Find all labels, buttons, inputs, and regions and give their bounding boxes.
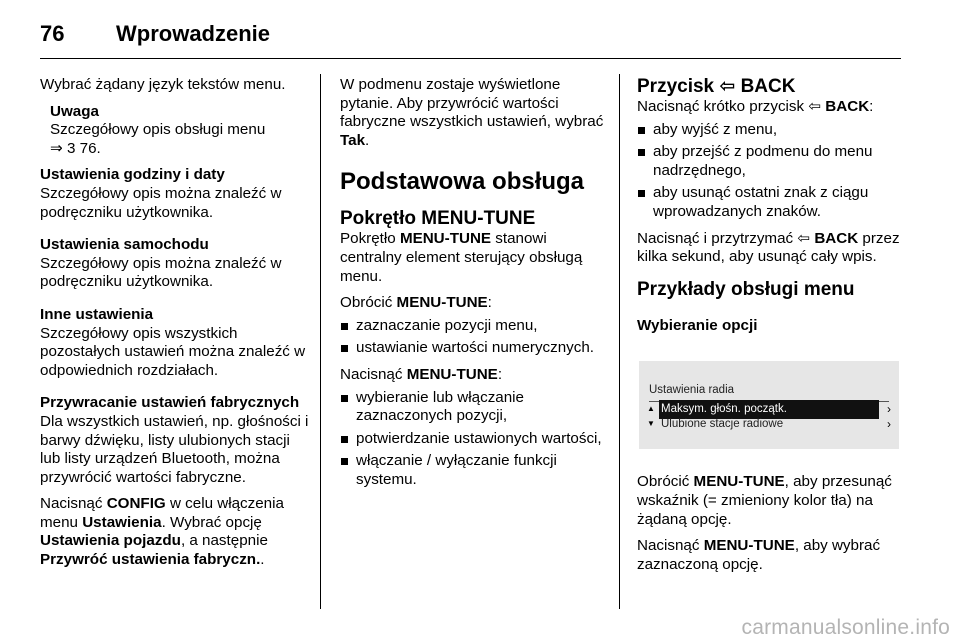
intro-text: Wybrać żądany język tekstów menu.: [40, 76, 286, 93]
section-title: Podstawowa obsługa: [340, 168, 585, 196]
list-item: zaznaczanie pozycji menu,: [340, 317, 608, 336]
column-2: [340, 76, 608, 498]
column-1: [40, 76, 310, 578]
chevron-right-icon: ›: [887, 402, 891, 417]
screen-row-label: Maksym. głośn. początk.: [659, 400, 879, 419]
note-text: Szczegółowy opis obsługi menu: [50, 121, 266, 139]
scroll-up-icon: ▲: [647, 404, 655, 414]
restore-text: Dla wszystkich ustawień, np. głośności i barwy dźwięku, listy ulubionych stacji lub listy urządzeń Bluetooth, można przywrócić wartości fabryczne.: [40, 412, 309, 486]
watermark: carmanualsonline.info: [741, 616, 950, 639]
press-label: Nacisnąć MENU-TUNE:: [340, 365, 503, 383]
press-list: [340, 389, 608, 490]
chevron-right-icon: ›: [887, 417, 891, 432]
scroll-down-icon: ▼: [647, 419, 655, 429]
back-heading: Przycisk ⇦ BACK: [637, 76, 796, 97]
select-press-text: Nacisnąć MENU-TUNE, aby wybrać zaznaczoną opcję.: [637, 537, 881, 573]
back-arrow-icon: ⇦: [797, 229, 811, 247]
page-ref-icon: ⇒: [50, 139, 63, 157]
list-item: aby usunąć ostatni znak z ciągu wprowadzanych znaków.: [637, 184, 907, 221]
list-item: włączanie / wyłączanie funkcji systemu.: [340, 452, 608, 489]
knob-text: Pokrętło MENU-TUNE stanowi centralny element sterujący obsługą menu.: [340, 230, 583, 285]
turn-list: [340, 317, 608, 358]
note-ref-text: 3 76.: [66, 139, 101, 157]
list-item: potwierdzanie ustawionych wartości,: [340, 430, 608, 449]
back-list: [637, 121, 907, 222]
time-heading: Ustawienia godziny i daty: [40, 166, 225, 184]
screen-row-label: Ulubione stacje radiowe: [661, 418, 784, 431]
vehicle-text: Szczegółowy opis można znaleźć w podręczniku użytkownika.: [40, 254, 282, 291]
note-title: Uwaga: [50, 102, 99, 120]
header-rule: [40, 58, 901, 59]
screen-title: Ustawienia radia: [649, 381, 889, 402]
column-divider-2: [619, 74, 620, 609]
radio-settings-screen: [639, 361, 899, 449]
back-arrow-icon: ⇦: [808, 98, 822, 115]
restore-instructions: Nacisnąć CONFIG w celu włączenia menu Ustawienia. Wybrać opcję Ustawienia pojazdu, a następnie Przywróć ustawienia fabryczn..: [40, 495, 284, 569]
screen-row[interactable]: [647, 417, 891, 431]
list-item: aby przejść z podmenu do menu nadrzędnego,: [637, 143, 907, 180]
back-long-text: Nacisnąć i przytrzymać ⇦ BACK przez kilka sekund, aby usunąć cały wpis.: [637, 229, 900, 266]
other-text: Szczegółowy opis wszystkich pozostałych ustawień można znaleźć w odpowiednich rozdziałach.: [40, 324, 306, 379]
examples-heading: Przykłady obsługi menu: [637, 278, 855, 300]
restore-heading: Przywracanie ustawień fabrycznych: [40, 394, 300, 412]
back-short-text: Nacisnąć krótko przycisk ⇦ BACK:: [637, 98, 874, 115]
select-turn-text: Obrócić MENU-TUNE, aby przesunąć wskaźnik (= zmieniony kolor tła) na żądaną opcję.: [637, 473, 892, 528]
select-heading: Wybieranie opcji: [637, 316, 758, 334]
time-text: Szczegółowy opis można znaleźć w podręczniku użytkownika.: [40, 184, 282, 221]
vehicle-heading: Ustawienia samochodu: [40, 236, 209, 254]
turn-label: Obrócić MENU-TUNE:: [340, 294, 492, 312]
submenu-text: W podmenu zostaje wyświetlone pytanie. Aby przywrócić wartości fabryczne wszystkich ustawień, wybrać Tak.: [340, 76, 604, 149]
column-3: [637, 76, 907, 582]
note-ref[interactable]: [50, 140, 310, 159]
page-header: [40, 14, 270, 54]
page-title: Wprowadzenie: [116, 21, 271, 46]
page-number: 76: [40, 21, 65, 46]
list-item: aby wyjść z menu,: [637, 121, 907, 140]
knob-heading: Pokrętło MENU-TUNE: [340, 208, 536, 230]
list-item: ustawianie wartości numerycznych.: [340, 339, 608, 358]
other-heading: Inne ustawienia: [40, 305, 154, 323]
note-box: [50, 103, 310, 159]
list-item: wybieranie lub włączanie zaznaczonych pozycji,: [340, 389, 608, 426]
column-divider-1: [320, 74, 321, 609]
